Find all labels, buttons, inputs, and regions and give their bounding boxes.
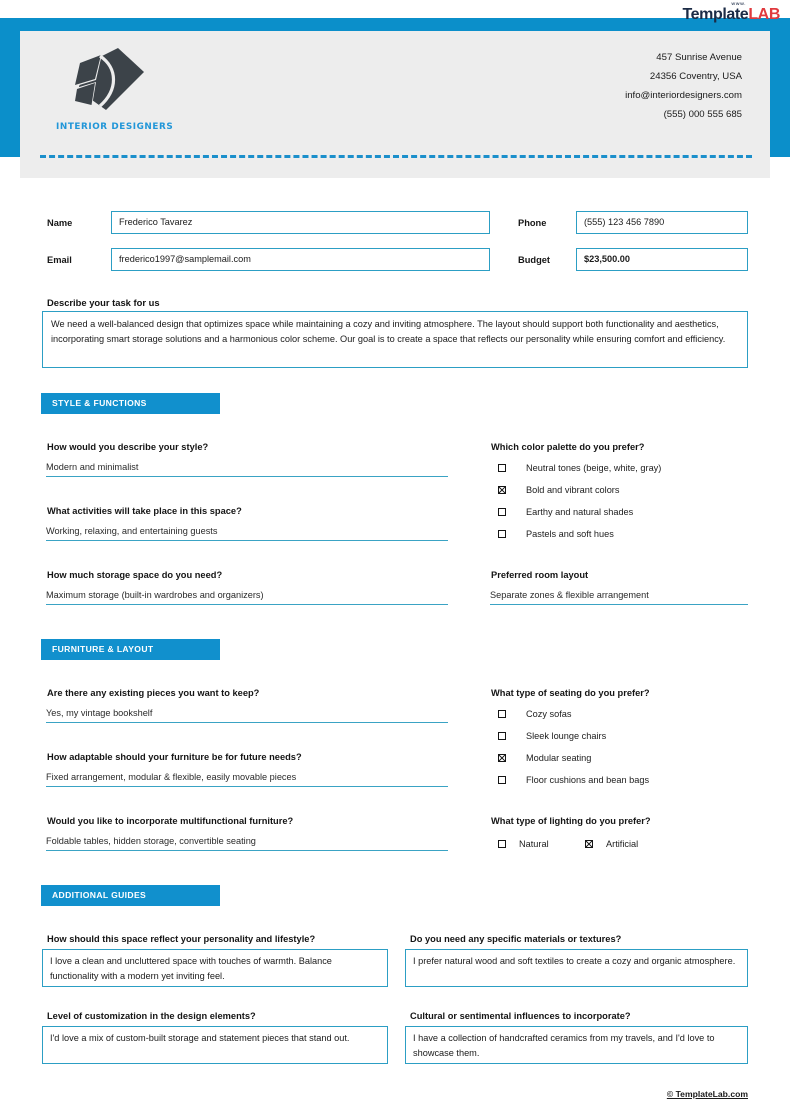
- budget-input[interactable]: $23,500.00: [576, 248, 748, 271]
- answer-style[interactable]: Modern and minimalist: [46, 462, 448, 477]
- checkbox-row-sleek-lounge-chairs[interactable]: [498, 731, 606, 741]
- checkbox-label-floor-cushions: Floor cushions and bean bags: [526, 775, 650, 785]
- contact-phone: (555) 000 555 685: [663, 109, 742, 120]
- checkbox-row-modular-seating[interactable]: [498, 753, 591, 763]
- checkbox-label-neutral-tones: Neutral tones (beige, white, gray): [526, 463, 662, 473]
- contact-email: info@interiordesigners.com: [625, 90, 742, 101]
- question-lighting-type: What type of lighting do you prefer?: [491, 816, 651, 826]
- answer-personality-lifestyle[interactable]: I love a clean and uncluttered space with touches of warmth. Balance functionality with a modern yet inviting feel.: [42, 949, 388, 987]
- answer-customization-level[interactable]: I'd love a mix of custom-built storage and statement pieces that stand out.: [42, 1026, 388, 1064]
- checkbox-row-artificial-lighting[interactable]: [585, 839, 638, 849]
- templatelab-watermark: [682, 2, 780, 23]
- checkbox-label-artificial-lighting: Artificial: [606, 839, 639, 849]
- answer-existing-pieces[interactable]: Yes, my vintage bookshelf: [46, 708, 448, 723]
- question-adaptability: How adaptable should your furniture be for future needs?: [47, 752, 302, 762]
- checkbox-label-bold-vibrant: Bold and vibrant colors: [526, 485, 620, 495]
- question-multifunctional: Would you like to incorporate multifunctional furniture?: [47, 816, 294, 826]
- answer-storage[interactable]: Maximum storage (built-in wardrobes and organizers): [46, 590, 448, 605]
- question-activities: What activities will take place in this space?: [47, 506, 242, 516]
- email-label: Email: [47, 255, 72, 265]
- task-description-label: Describe your task for us: [47, 297, 160, 308]
- question-seating-type: What type of seating do you prefer?: [491, 688, 650, 698]
- checkbox-icon-natural-lighting[interactable]: [498, 840, 506, 848]
- answer-adaptability[interactable]: Fixed arrangement, modular & flexible, easily movable pieces: [46, 772, 448, 787]
- checkbox-icon-bold-vibrant[interactable]: [498, 486, 506, 494]
- question-color-palette: Which color palette do you prefer?: [491, 442, 645, 452]
- checkbox-label-pastels-soft: Pastels and soft hues: [526, 529, 614, 539]
- checkbox-row-earthy-natural[interactable]: [498, 507, 633, 517]
- checkbox-label-natural-lighting: Natural: [519, 839, 549, 849]
- company-contact-info: [412, 48, 742, 124]
- company-name: INTERIOR DESIGNERS: [56, 121, 174, 132]
- phone-label: Phone: [518, 218, 547, 228]
- checkbox-icon-floor-cushions[interactable]: [498, 776, 506, 784]
- budget-label: Budget: [518, 255, 551, 265]
- answer-activities[interactable]: Working, relaxing, and entertaining guests: [46, 526, 448, 541]
- company-logo: [56, 46, 174, 134]
- checkbox-icon-artificial-lighting[interactable]: [585, 840, 593, 848]
- name-label: Name: [47, 218, 73, 228]
- section-title-style-functions: STYLE & FUNCTIONS: [52, 398, 147, 408]
- question-storage: How much storage space do you need?: [47, 570, 223, 580]
- contact-street: 457 Sunrise Avenue: [656, 52, 742, 63]
- question-existing-pieces: Are there any existing pieces you want to keep?: [47, 688, 260, 698]
- footer-copyright[interactable]: © TemplateLab.com: [666, 1089, 748, 1099]
- checkbox-label-cozy-sofas: Cozy sofas: [526, 709, 572, 719]
- question-personality-lifestyle: How should this space reflect your personality and lifestyle?: [47, 934, 316, 944]
- name-input[interactable]: Frederico Tavarez: [111, 211, 490, 234]
- question-cultural-influences: Cultural or sentimental influences to incorporate?: [410, 1011, 631, 1021]
- checkbox-label-modular-seating: Modular seating: [526, 753, 592, 763]
- section-title-furniture-layout: FURNITURE & LAYOUT: [52, 644, 154, 654]
- question-materials-textures: Do you need any specific materials or textures?: [410, 934, 622, 944]
- checkbox-row-pastels-soft[interactable]: [498, 529, 614, 539]
- question-customization-level: Level of customization in the design elements?: [47, 1011, 256, 1021]
- checkbox-icon-sleek-lounge-chairs[interactable]: [498, 732, 506, 740]
- section-header-additional-guides: [41, 885, 220, 906]
- checkbox-row-neutral-tones[interactable]: [498, 463, 661, 473]
- checkbox-row-bold-vibrant[interactable]: [498, 485, 619, 495]
- checkbox-label-sleek-lounge-chairs: Sleek lounge chairs: [526, 731, 607, 741]
- question-style: How would you describe your style?: [47, 442, 209, 452]
- checkbox-label-earthy-natural: Earthy and natural shades: [526, 507, 634, 517]
- email-input[interactable]: frederico1997@samplemail.com: [111, 248, 490, 271]
- answer-multifunctional[interactable]: Foldable tables, hidden storage, convertible seating: [46, 836, 448, 851]
- checkbox-icon-pastels-soft[interactable]: [498, 530, 506, 538]
- section-header-style-functions: [41, 393, 220, 414]
- interior-designers-logo-icon: [56, 46, 168, 118]
- question-room-layout: Preferred room layout: [491, 570, 589, 580]
- section-title-additional-guides: ADDITIONAL GUIDES: [52, 890, 147, 900]
- header-dashed-divider: [40, 155, 752, 158]
- contact-city: 24356 Coventry, USA: [649, 71, 742, 82]
- answer-materials-textures[interactable]: I prefer natural wood and soft textiles to create a cozy and organic atmosphere.: [405, 949, 748, 987]
- templatelab-watermark-main: TemplateLAB: [682, 6, 780, 23]
- answer-cultural-influences[interactable]: I have a collection of handcrafted ceramics from my travels, and I'd love to showcase them.: [405, 1026, 748, 1064]
- section-header-furniture-layout: [41, 639, 220, 660]
- task-description-textarea[interactable]: We need a well-balanced design that optimizes space while maintaining a cozy and inviting atmosphere. The layout should support both functionality and aesthetics, incorporating smart storage solutions and a harmonious color scheme. Our goal is to create a space that reflects our personality while ensuring comfort and efficiency.: [42, 311, 748, 368]
- checkbox-row-cozy-sofas[interactable]: [498, 709, 571, 719]
- checkbox-icon-modular-seating[interactable]: [498, 754, 506, 762]
- templatelab-watermark-sub: WWW.: [731, 1, 746, 6]
- checkbox-row-natural-lighting[interactable]: [498, 839, 549, 849]
- checkbox-icon-earthy-natural[interactable]: [498, 508, 506, 516]
- phone-input[interactable]: (555) 123 456 7890: [576, 211, 748, 234]
- checkbox-icon-cozy-sofas[interactable]: [498, 710, 506, 718]
- checkbox-icon-neutral-tones[interactable]: [498, 464, 506, 472]
- checkbox-row-floor-cushions[interactable]: [498, 775, 649, 785]
- answer-room-layout[interactable]: Separate zones & flexible arrangement: [490, 590, 748, 605]
